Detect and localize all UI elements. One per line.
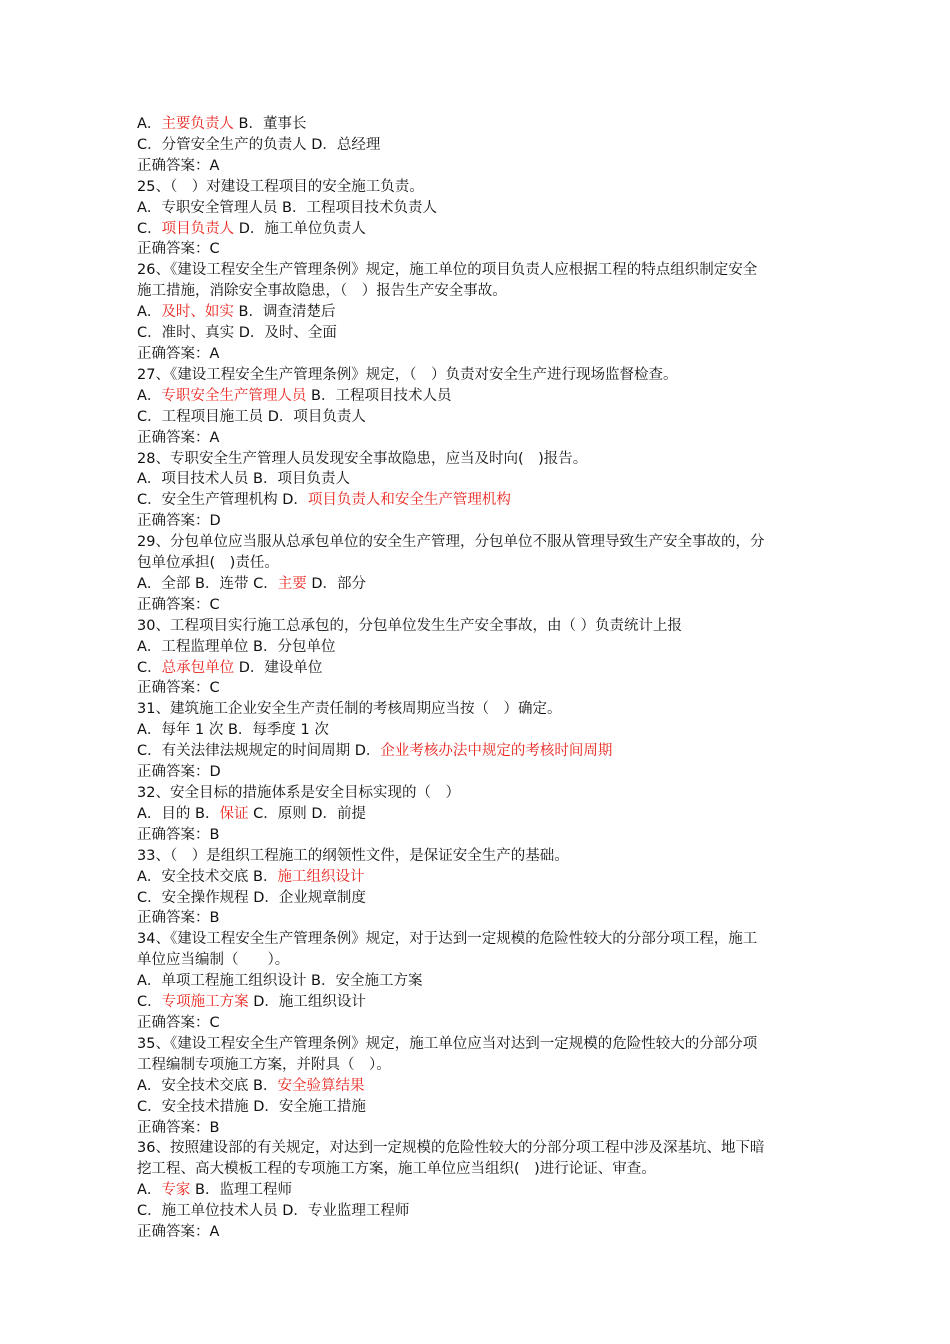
line-text: A．专职安全管理人员 B．工程项目技术负责人 xyxy=(137,199,437,216)
text-line xyxy=(137,1118,842,1139)
text-line xyxy=(137,950,842,971)
highlighted-answer: 安全验算结果 xyxy=(277,1077,365,1094)
text-line xyxy=(137,1138,842,1159)
text-line xyxy=(137,407,842,428)
text-line xyxy=(137,281,842,302)
line-text: C． xyxy=(137,994,162,1011)
text-line xyxy=(137,156,842,177)
line-text: A．安全技术交底 B． xyxy=(137,868,278,885)
line-text: B．调查清楚后 xyxy=(233,304,336,321)
text-line xyxy=(137,846,842,867)
highlighted-answer: 主要负责人 xyxy=(161,116,234,132)
line-text: C．分管安全生产的负责人 D．总经理 xyxy=(137,136,381,153)
text-line xyxy=(137,1159,842,1180)
document-body xyxy=(137,114,842,1243)
line-text: C． xyxy=(137,220,162,237)
line-text: 正确答案：B xyxy=(137,910,220,927)
line-text: C．安全技术措施 D．安全施工措施 xyxy=(137,1098,366,1115)
text-line xyxy=(137,595,842,616)
line-text: A．工程监理单位 B．分包单位 xyxy=(137,638,336,655)
text-line xyxy=(137,762,842,783)
line-text: A．每年 1 次 B．每季度 1 次 xyxy=(137,722,329,739)
line-text: 正确答案：C xyxy=(137,680,220,697)
line-text: 29、分包单位应当服从总承包单位的安全生产管理，分包单位不服从管理导致生产安全事故的，分 xyxy=(137,534,765,551)
line-text: 包单位承担( )责任。 xyxy=(137,555,279,572)
line-text: A． xyxy=(137,1182,162,1199)
line-text: A． xyxy=(137,116,162,132)
line-text: A．目的 B． xyxy=(137,805,220,822)
text-line xyxy=(137,867,842,888)
line-text: 工程编制专项施工方案，并附具（ ）。 xyxy=(137,1056,391,1073)
text-line xyxy=(137,992,842,1013)
text-line xyxy=(137,135,842,156)
text-line xyxy=(137,490,842,511)
line-text: 正确答案：C xyxy=(137,241,220,258)
line-text: 正确答案：A xyxy=(137,429,220,446)
text-line xyxy=(137,741,842,762)
line-text: C．安全操作规程 D．企业规章制度 xyxy=(137,889,366,906)
line-text: 正确答案：C xyxy=(137,596,220,613)
line-text: 32、安全目标的措施体系是安全目标实现的（ ） xyxy=(137,785,460,801)
text-line xyxy=(137,699,842,720)
line-text: A．全部 B．连带 C． xyxy=(137,575,278,592)
line-text: B．监理工程师 xyxy=(190,1182,292,1199)
text-line xyxy=(137,239,842,260)
text-line xyxy=(137,1180,842,1201)
line-text: C．工程项目施工员 D．项目负责人 xyxy=(137,408,366,425)
line-text: D．施工单位负责人 xyxy=(234,220,366,237)
highlighted-answer: 保证 xyxy=(219,805,249,822)
line-text: 35、《建设工程安全生产管理条例》规定，施工单位应当对达到一定规模的危险性较大的分部分项 xyxy=(137,1035,758,1052)
line-text: D．施工组织设计 xyxy=(248,994,366,1011)
line-text: C． xyxy=(137,659,162,676)
text-line xyxy=(137,825,842,846)
line-text: 正确答案：D xyxy=(137,513,221,530)
text-line xyxy=(137,219,842,240)
text-line xyxy=(137,1201,842,1222)
line-text: 正确答案：D xyxy=(137,764,221,781)
line-text: C．准时、真实 D．及时、全面 xyxy=(137,325,337,342)
line-text: 25、（ ）对建设工程项目的安全施工负责。 xyxy=(137,178,424,195)
text-line xyxy=(137,469,842,490)
highlighted-answer: 施工组织设计 xyxy=(277,868,365,885)
line-text: C．有关法律法规规定的时间周期 D． xyxy=(137,743,381,760)
text-line xyxy=(137,908,842,929)
line-text: A．单项工程施工组织设计 B．安全施工方案 xyxy=(137,973,423,990)
line-text: 正确答案：A xyxy=(137,1224,220,1241)
text-line xyxy=(137,428,842,449)
line-text: 正确答案：B xyxy=(137,1119,220,1136)
text-line xyxy=(137,260,842,281)
highlighted-answer: 主要 xyxy=(277,575,307,592)
text-line xyxy=(137,302,842,323)
text-line xyxy=(137,658,842,679)
text-line xyxy=(137,114,842,135)
line-text: 正确答案：C xyxy=(137,1014,220,1031)
line-text: 30、工程项目实行施工总承包的，分包单位发生生产安全事故，由（ ）负责统计上报 xyxy=(137,617,683,634)
text-line xyxy=(137,783,842,804)
text-line xyxy=(137,386,842,407)
line-text: A．安全技术交底 B． xyxy=(137,1077,278,1094)
line-text: 36、按照建设部的有关规定，对达到一定规模的危险性较大的分部分项工程中涉及深基坑、地下暗 xyxy=(137,1140,765,1157)
line-text: 挖工程、高大模板工程的专项施工方案，施工单位应当组织( )进行论证、审查。 xyxy=(137,1161,656,1178)
line-text: C．施工单位技术人员 D．专业监理工程师 xyxy=(137,1203,410,1220)
text-line xyxy=(137,888,842,909)
text-line xyxy=(137,804,842,825)
line-text: B．董事长 xyxy=(233,116,307,132)
line-text: 26、《建设工程安全生产管理条例》规定，施工单位的项目负责人应根据工程的特点组织制定安全 xyxy=(137,262,758,279)
highlighted-answer: 专家 xyxy=(161,1182,191,1199)
text-line xyxy=(137,929,842,950)
line-text: 正确答案：B xyxy=(137,826,220,843)
line-text: D．建设单位 xyxy=(234,659,323,676)
text-line xyxy=(137,511,842,532)
text-line xyxy=(137,637,842,658)
text-line xyxy=(137,323,842,344)
text-line xyxy=(137,616,842,637)
text-line xyxy=(137,1076,842,1097)
highlighted-answer: 及时、如实 xyxy=(161,304,234,321)
line-text: 正确答案：A xyxy=(137,345,220,362)
text-line xyxy=(137,1013,842,1034)
line-text: C．安全生产管理机构 D． xyxy=(137,492,308,509)
line-text: 34、《建设工程安全生产管理条例》规定，对于达到一定规模的危险性较大的分部分项工程，施工 xyxy=(137,931,758,948)
line-text: 31、建筑施工企业安全生产责任制的考核周期应当按（ ）确定。 xyxy=(137,701,562,718)
line-text: 33、（ ）是组织工程施工的纲领性文件，是保证安全生产的基础。 xyxy=(137,847,569,864)
text-line xyxy=(137,177,842,198)
line-text: B．工程项目技术人员 xyxy=(306,387,452,404)
text-line xyxy=(137,449,842,470)
line-text: A． xyxy=(137,304,162,321)
text-line xyxy=(137,720,842,741)
line-text: 28、专职安全生产管理人员发现安全事故隐患，应当及时向( )报告。 xyxy=(137,450,588,467)
text-line xyxy=(137,198,842,219)
line-text: D．部分 xyxy=(306,575,366,592)
highlighted-answer: 企业考核办法中规定的考核时间周期 xyxy=(380,743,613,760)
line-text: 正确答案：A xyxy=(137,157,220,174)
text-line xyxy=(137,1222,842,1243)
text-line xyxy=(137,344,842,365)
text-line xyxy=(137,574,842,595)
highlighted-answer: 专职安全生产管理人员 xyxy=(161,387,307,404)
line-text: C．原则 D．前提 xyxy=(248,805,366,822)
line-text: 单位应当编制（ ）。 xyxy=(137,952,290,969)
highlighted-answer: 项目负责人 xyxy=(161,220,235,237)
text-line xyxy=(137,1055,842,1076)
line-text: 施工措施，消除安全事故隐患，（ ）报告生产安全事故。 xyxy=(137,283,507,300)
text-line xyxy=(137,1097,842,1118)
line-text: A．项目技术人员 B．项目负责人 xyxy=(137,471,350,488)
line-text: A． xyxy=(137,387,162,404)
highlighted-answer: 项目负责人和安全生产管理机构 xyxy=(307,492,511,509)
text-line xyxy=(137,532,842,553)
line-text: 27、《建设工程安全生产管理条例》规定，（ ）负责对安全生产进行现场监督检查。 xyxy=(137,366,678,383)
highlighted-answer: 专项施工方案 xyxy=(161,994,249,1011)
text-line xyxy=(137,678,842,699)
text-line xyxy=(137,553,842,574)
highlighted-answer: 总承包单位 xyxy=(161,659,235,676)
text-line xyxy=(137,971,842,992)
text-line xyxy=(137,365,842,386)
text-line xyxy=(137,1034,842,1055)
